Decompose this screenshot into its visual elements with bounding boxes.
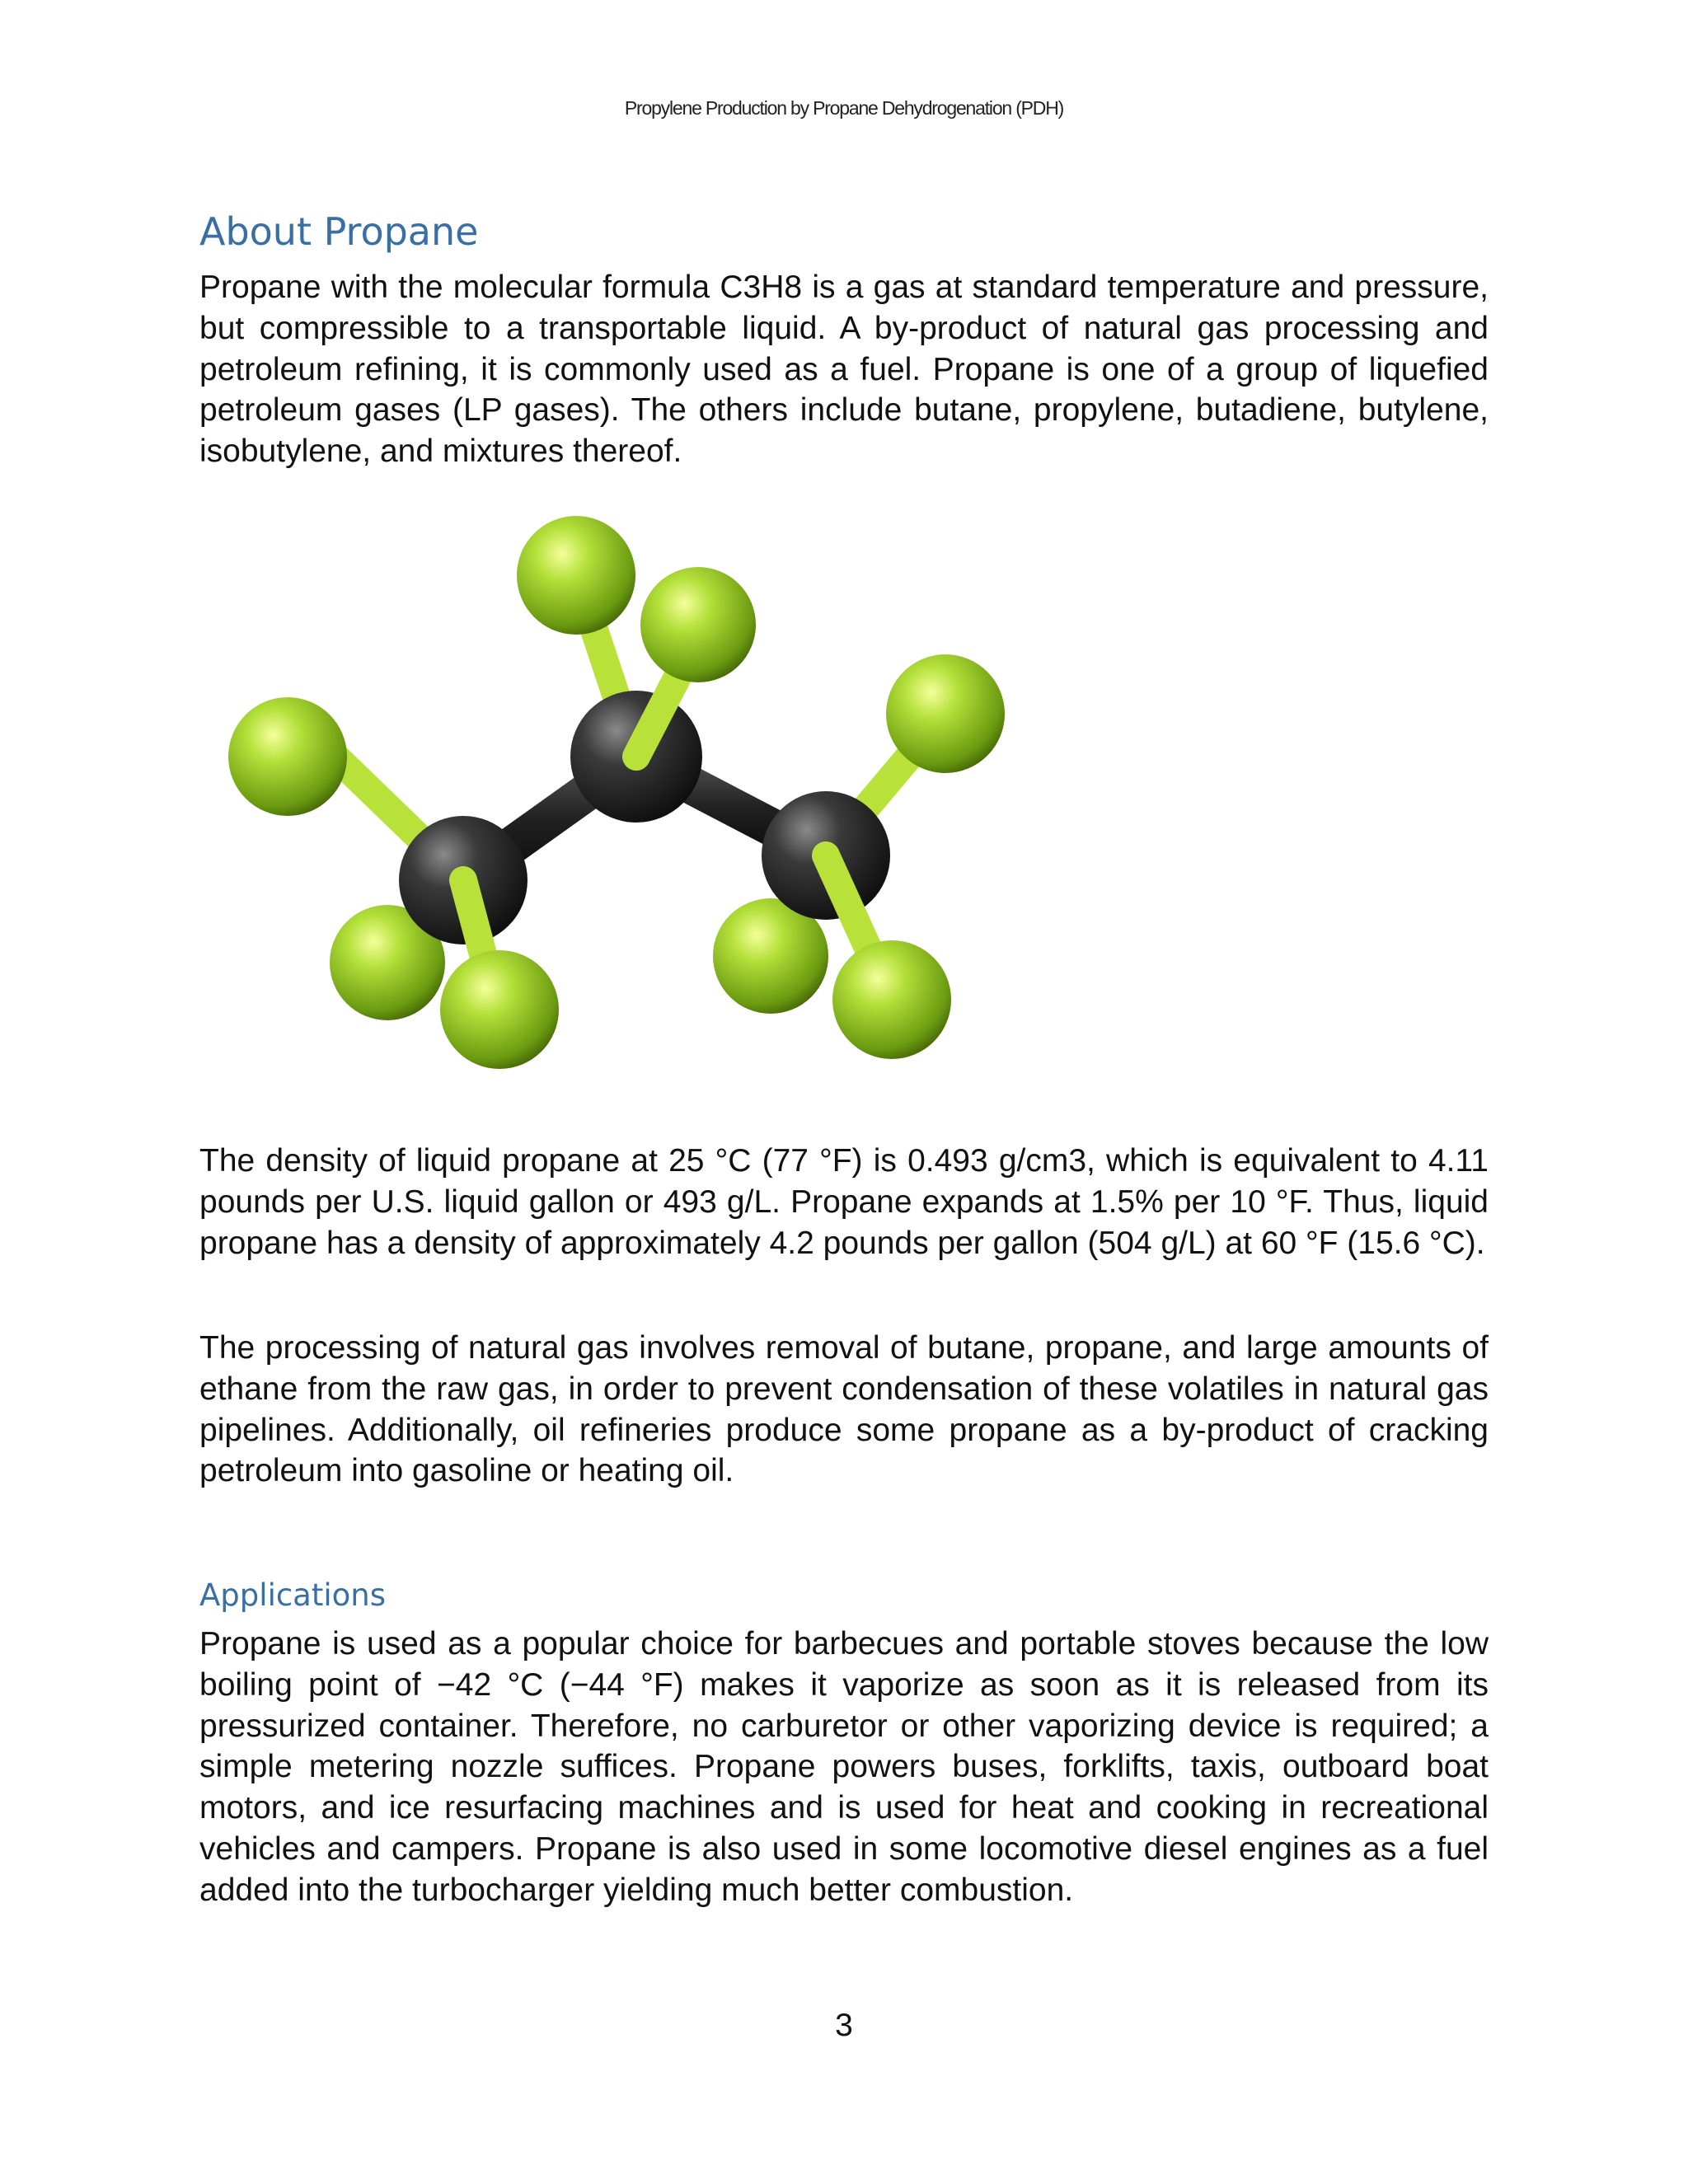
- hydrogen-atom: [886, 654, 1005, 773]
- hydrogen-atom: [440, 950, 559, 1069]
- page-number: 3: [835, 2008, 853, 2043]
- hydrogen-atom: [517, 516, 635, 635]
- hydrogen-atom: [832, 940, 951, 1059]
- paragraph-natural-gas-processing: The processing of natural gas involves removal of butane, propane, and large amounts of ethane from the raw gas, in order to prevent condensation of these volatiles in natural gas pipelines. Additionally, oil refineries produce some propane as a by-product of cracking petroleum into gasoline or heating oil.: [199, 1330, 1489, 1489]
- hydrogen-atom: [640, 567, 756, 682]
- paragraph-propane-intro: Propane with the molecular formula C3H8 is a gas at standard temperature and pressure, but compressible to a transportable liquid. A by-product of natural gas processing and petroleum refining, it is commonly used as a fuel. Propane is one of a group of liquefied petroleum gases (LP gases). The others include butane, propylene, butadiene, butylene, isobutylene, and mixtures thereof.: [199, 269, 1489, 470]
- propane-molecule-figure: [216, 509, 1057, 1108]
- paragraph-propane-density: The density of liquid propane at 25 °C (77 °F) is 0.493 g/cm3, which is equivalent to 4.11 pounds per U.S. liquid gallon or 493 g/L. Propane expands at 1.5% per 10 °F. Thus, liquid propane has a density of approximately 4.2 pounds per gallon (504 g/L) at 60 °F (15.6 °C).: [199, 1143, 1489, 1261]
- running-header: Propylene Production by Propane Dehydrogenation (PDH): [624, 97, 1064, 119]
- hydrogen-atom: [228, 697, 347, 816]
- section-heading-about-propane: About Propane: [199, 209, 479, 254]
- section-heading-applications: Applications: [199, 1577, 387, 1613]
- paragraph-applications: Propane is used as a popular choice for barbecues and portable stoves because the low boiling point of −42 °C (−44 °F) makes it vaporize as soon as it is released from its pressurized container. Therefore, no carburetor or other vaporizing device is required; a simple metering nozzle suffices. Propane powers buses, forklifts, taxis, outboard boat motors, and ice resurfacing machines and is used for heat and cooking in recreational vehicles and campers. Propane is also used in some locomotive diesel engines as a fuel added into the turbocharger yielding much better combustion.: [199, 1626, 1489, 1908]
